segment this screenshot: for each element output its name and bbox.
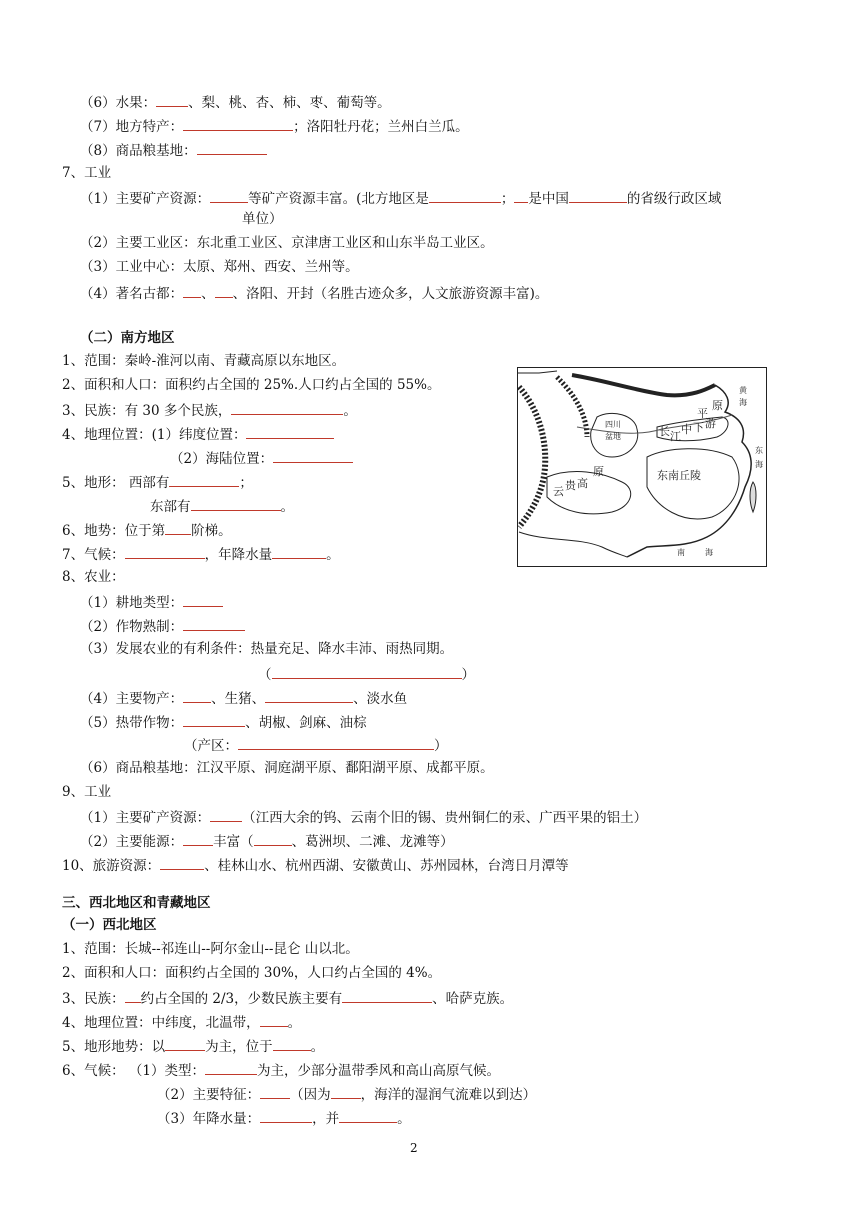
- blank[interactable]: [160, 855, 204, 870]
- fruit-line: （6）水果： 、梨、桃、杏、柿、枣、葡萄等。: [80, 92, 391, 112]
- favorable-conditions: （3）发展农业的有利条件：热量充足、降水丰沛、雨热同期。: [80, 641, 454, 657]
- blank[interactable]: [272, 544, 326, 559]
- industrial-centers: （3）工业中心：太原、郑州、西安、兰州等。: [80, 259, 359, 275]
- map-label: 东南丘陵: [657, 469, 701, 482]
- mineral-line: （1）主要矿产资源： 等矿产资源丰富。(北方地区是 ； 是中国 的省级行政区域: [80, 188, 721, 208]
- map-label: 盆地: [605, 432, 621, 441]
- nw-area: 2、面积和人口：面积约占全国的 30%，人口约占全国的 4%。: [62, 965, 442, 981]
- map-label: 原: [593, 465, 604, 478]
- main-products: （4）主要物产： 、生猪、 、淡水鱼: [80, 688, 407, 708]
- industry-title: 7、工业: [62, 165, 112, 181]
- blank[interactable]: [246, 424, 334, 439]
- blank[interactable]: [215, 283, 233, 298]
- map-label: 黄: [739, 386, 747, 395]
- blank[interactable]: [514, 188, 528, 203]
- blank[interactable]: [205, 1060, 257, 1075]
- south-minerals: （1）主要矿产资源： （江西大余的钨、云南个旧的锡、贵州铜仁的汞、广西平果的铝土）: [80, 807, 647, 827]
- map-label: 下: [693, 421, 704, 434]
- unit-line: 单位）: [242, 211, 283, 227]
- blank[interactable]: [429, 188, 501, 203]
- south-range: 1、范围：秦岭-淮河以南、青藏高原以东地区。: [62, 353, 346, 369]
- blank[interactable]: [197, 140, 267, 155]
- grain-base-line: （8）商品粮基地：: [80, 140, 267, 160]
- map-label: 海: [705, 548, 713, 557]
- south-energy: （2）主要能源： 丰富（ 、葛洲坝、二滩、龙滩等）: [80, 831, 454, 851]
- map-label: 四川: [605, 420, 621, 429]
- nw-range: 1、范围：长城--祁连山--阿尔金山--昆仑 山以北。: [62, 941, 359, 957]
- blank[interactable]: [183, 616, 245, 631]
- south-terrain-east: 东部有 。: [150, 496, 294, 516]
- map-label: 平: [697, 407, 708, 420]
- map-label: 贵: [565, 479, 576, 492]
- conditions-paren: （ ）: [258, 664, 475, 684]
- map-label: 游: [705, 417, 716, 430]
- blank[interactable]: [183, 592, 223, 607]
- blank[interactable]: [210, 807, 242, 822]
- ancient-capitals: （4）著名古都： 、 、洛阳、开封（名胜古迹众多，人文旅游资源丰富)。: [80, 283, 548, 303]
- blank[interactable]: [183, 712, 245, 727]
- map-label: 云: [553, 485, 564, 498]
- map-label: 江: [670, 430, 681, 443]
- blank[interactable]: [183, 116, 293, 131]
- blank[interactable]: [331, 1084, 361, 1099]
- south-heading: （二）南方地区: [80, 330, 175, 346]
- blank[interactable]: [191, 496, 281, 511]
- specialty-line: （7）地方特产： ；洛阳牡丹花；兰州白兰瓜。: [80, 116, 469, 136]
- blank[interactable]: [169, 472, 239, 487]
- blank[interactable]: [165, 520, 191, 535]
- nw-terrain: 5、地形地势：以 为主，位于 。: [62, 1036, 324, 1056]
- blank[interactable]: [273, 1036, 311, 1051]
- blank[interactable]: [165, 1036, 205, 1051]
- section-three-heading: 三、西北地区和青藏地区: [62, 895, 211, 911]
- south-ethnic: 3、民族：有 30 多个民族， 。: [62, 400, 357, 420]
- blank[interactable]: [238, 735, 434, 750]
- tropical-area: （产区： ）: [184, 735, 448, 755]
- blank[interactable]: [183, 283, 201, 298]
- south-tourism: 10、旅游资源： 、桂林山水、杭州西湖、安徽黄山、苏州园林，台湾日月潭等: [62, 855, 569, 875]
- blank[interactable]: [183, 688, 211, 703]
- south-relief: 6、地势：位于第 阶梯。: [62, 520, 232, 540]
- blank[interactable]: [260, 1012, 288, 1027]
- farmland-type: （1）耕地类型：: [80, 592, 223, 612]
- map-label: 海: [739, 398, 747, 407]
- blank[interactable]: [272, 664, 462, 679]
- blank[interactable]: [156, 92, 188, 107]
- south-area: 2、面积和人口：面积约占全国的 25%.人口约占全国的 55%。: [62, 377, 441, 393]
- blank[interactable]: [231, 400, 343, 415]
- blank[interactable]: [273, 448, 353, 463]
- nw-ethnic: 3、民族： 约占全国的 2/3，少数民族主要有 、哈萨克族。: [62, 988, 513, 1008]
- northwest-heading: （一）西北地区: [62, 917, 157, 933]
- map-label: 原: [712, 399, 723, 412]
- tropical-crops: （5）热带作物： 、胡椒、剑麻、油棕: [80, 712, 367, 732]
- map-label: 海: [755, 460, 763, 469]
- south-industry-title: 9、工业: [62, 784, 112, 800]
- blank[interactable]: [260, 1108, 312, 1123]
- south-location-lat: 4、地理位置：(1）纬度位置：: [62, 424, 334, 444]
- blank[interactable]: [210, 188, 248, 203]
- nw-climate-feature: （2）主要特征： （因为 ，海洋的湿润气流难以到达）: [157, 1084, 536, 1104]
- blank[interactable]: [125, 988, 141, 1003]
- blank[interactable]: [125, 544, 205, 559]
- page-number: 2: [410, 1141, 418, 1155]
- blank[interactable]: [339, 1108, 397, 1123]
- map-label: 高: [577, 477, 588, 490]
- blank[interactable]: [342, 988, 432, 1003]
- south-china-map: [517, 367, 767, 567]
- south-grain-bases: （6）商品粮基地：江汉平原、洞庭湖平原、鄱阳湖平原、成都平原。: [80, 760, 494, 776]
- blank[interactable]: [254, 831, 292, 846]
- map-label: 中: [681, 423, 692, 436]
- map-label: 南: [677, 548, 685, 557]
- blank[interactable]: [569, 188, 627, 203]
- blank[interactable]: [265, 688, 353, 703]
- south-location-sea: （2）海陆位置：: [170, 448, 353, 468]
- industrial-zones: （2）主要工业区：东北重工业区、京津唐工业区和山东半岛工业区。: [80, 235, 494, 251]
- map-label: 长: [659, 425, 670, 438]
- blank[interactable]: [183, 831, 213, 846]
- nw-precip: （3）年降水量： ，并 。: [157, 1108, 411, 1128]
- crop-ripening: （2）作物熟制：: [80, 616, 245, 636]
- blank[interactable]: [260, 1084, 290, 1099]
- nw-climate-type: 6、气候： （1）类型： 为主，少部分温带季风和高山高原气候。: [62, 1060, 500, 1080]
- south-climate: 7、气候： ，年降水量 。: [62, 544, 340, 564]
- map-label: 东: [755, 446, 763, 455]
- nw-location: 4、地理位置：中纬度，北温带， 。: [62, 1012, 301, 1032]
- south-agri-title: 8、农业：: [62, 569, 125, 585]
- south-terrain-west: 5、地形： 西部有 ；: [62, 472, 253, 492]
